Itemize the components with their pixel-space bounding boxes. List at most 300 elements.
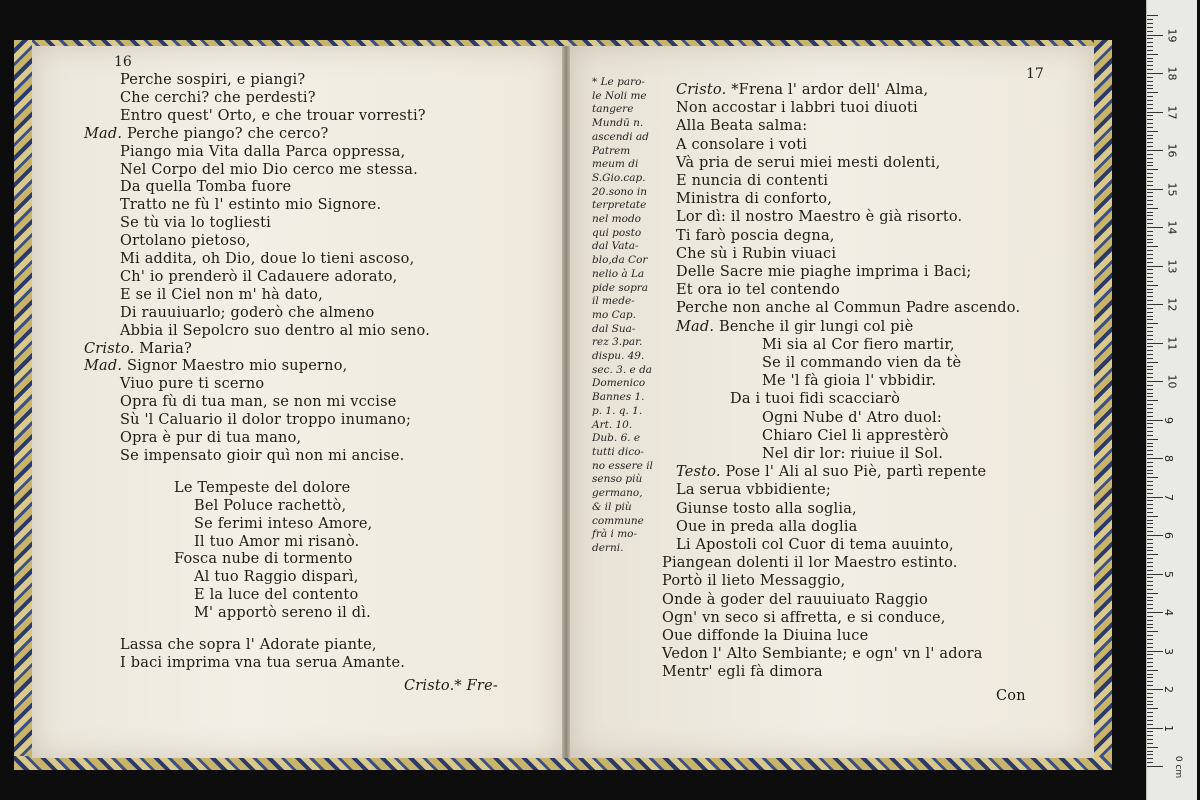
verse-text: Da quella Tomba fuore [120,179,292,196]
speaker-label: Testo. [676,464,726,481]
ruler-tick [1147,235,1153,236]
ruler-tick [1147,227,1163,228]
verse-text: Sù 'l Caluario il dolor troppo inumano; [120,412,412,429]
margin-note-line: nelio à La [592,267,645,280]
ruler-tick [1147,593,1158,594]
ruler-tick [1147,254,1153,255]
verse-text: Se il commando vien da tè [762,355,962,371]
verse-text: Piangean dolenti il lor Maestro estinto. [662,555,958,572]
text-line [194,605,371,621]
text-line [120,72,305,88]
margin-note-line: Domenico [592,377,646,390]
ruler-tick [1147,135,1153,136]
ruler-tick [1147,23,1153,24]
ruler-tick [1147,589,1153,590]
text-line [762,446,943,462]
ruler-tick [1147,150,1163,151]
ruler-tick [1147,350,1153,351]
ruler-tick [1147,431,1153,432]
verse-text: Ogn' vn seco si affretta, e si conduce, [662,609,946,626]
margin-note-line: ascendi ad [592,130,649,143]
verse-text: Opra fù di tua man, se non mi vccise [120,394,397,411]
ruler-tick [1147,470,1153,471]
book-gutter [562,46,570,758]
verse-text: La serua vbbidiente; [676,482,831,499]
text-line [762,373,936,389]
ruler-tick [1147,204,1153,205]
verse-text: Alla Beata salma: [676,118,808,135]
ruler-tick [1147,396,1153,397]
ruler-tick [1147,408,1153,409]
ruler-tick [1147,104,1153,105]
ruler-tick [1147,339,1153,340]
ruler-tick [1147,566,1153,567]
ruler-tick [1147,335,1153,336]
ruler-tick [1147,400,1158,401]
verse-text: Al tuo Raggio disparì, [194,569,359,586]
speaker-label: Mad. [84,125,127,142]
verse-text: Se impensato gioir quì non mi ancise. [120,447,405,464]
ruler-tick [1147,539,1153,540]
verse-text: E nuncia di contenti [676,173,829,189]
margin-note-line: frà i mo- [592,528,638,541]
verse-text: Opra è pur di tua mano, [120,430,302,446]
ruler-tick [1147,466,1153,467]
ruler-tick [1147,558,1153,559]
verse-text: I baci imprima vna tua serua Amante. [120,654,406,671]
verse-text: Nel dir lor: riuiue il Sol. [762,446,944,462]
verse-text: Et ora io tel contendo [676,282,840,299]
text-line [676,501,857,517]
ruler-tick [1147,77,1153,78]
ruler-number: 7 [1162,493,1175,501]
text-line [676,300,1020,316]
cover-right-edge [1094,40,1112,770]
right-page-number: 17 [1026,66,1044,82]
text-line [120,655,405,671]
text-line [676,464,986,480]
margin-note-line: Dub. 6. e [592,432,641,445]
ruler-tick [1147,758,1153,759]
verse-text: Giunse tosto alla soglia, [676,500,857,517]
margin-note-line: meum di [592,158,639,171]
text-line [662,610,946,626]
verse-text: Ti farò poscia degna, [676,227,835,244]
ruler-tick [1147,535,1163,536]
measurement-ruler [1146,0,1197,800]
ruler-tick [1147,697,1153,698]
cover-bottom-edge [14,756,1112,770]
verse-text: Chiaro Ciel li apprestèrò [762,427,949,444]
ruler-tick [1147,212,1153,213]
ruler-tick [1147,108,1153,109]
ruler-number: 1 [1162,724,1175,732]
ruler-tick [1147,512,1153,513]
text-line [120,179,291,195]
text-line [120,376,264,392]
ruler-tick [1147,531,1153,532]
ruler-tick [1147,439,1158,440]
ruler-number: 13 [1165,259,1179,273]
margin-note-line: nel modo [592,213,641,226]
text-line [676,537,954,553]
text-line [676,264,971,280]
ruler-tick [1147,285,1158,286]
ruler-tick [1147,208,1158,209]
verse-text: Vedon l' Alto Sembiante; e ogn' vn l' adora [662,646,983,663]
ruler-tick [1147,651,1163,652]
text-line [676,282,840,298]
margin-note-line: Bannes 1. [592,391,645,404]
verse-text: Portò il lieto Messaggio, [662,573,846,590]
ruler-tick [1147,223,1153,224]
ruler-tick [1147,677,1153,678]
ruler-tick [1147,377,1153,378]
ruler-number: 3 [1162,647,1175,655]
verse-text: Oue diffonde la Diuina luce [662,628,869,644]
ruler-tick [1147,724,1153,725]
ruler-tick [1147,662,1153,663]
ruler-tick [1147,154,1153,155]
ruler-tick [1147,158,1153,159]
text-line [120,162,418,178]
ruler-tick [1147,562,1153,563]
ruler-tick [1147,685,1153,686]
ruler-tick [1147,312,1153,313]
right-page [570,46,1094,758]
ruler-number: 5 [1162,570,1175,578]
ruler-tick [1147,658,1153,659]
text-line [120,251,414,267]
text-line [84,341,192,357]
margin-note-line: senso più [592,473,643,486]
ruler-tick [1147,266,1163,267]
ruler-tick [1147,712,1153,713]
verse-text: Tratto ne fù l' estinto mio Signore. [120,197,382,214]
ruler-tick [1147,112,1163,113]
ruler-tick [1147,412,1153,413]
ruler-number: 15 [1165,182,1179,196]
verse-text: Benche il gir lungi col piè [719,318,914,335]
text-line [120,305,374,321]
ruler-tick [1147,215,1153,216]
text-line [194,498,346,514]
text-line [662,628,868,644]
open-book [14,40,1112,770]
ruler-tick [1147,743,1153,744]
verse-text: Di rauuiuarlo; goderò che almeno [120,304,375,321]
ruler-tick [1147,300,1153,301]
ruler-tick [1147,570,1153,571]
right-catchword: Con [996,688,1026,704]
text-line [676,519,858,535]
ruler-tick [1147,173,1153,174]
margin-note-line: Mundū n. [592,117,644,130]
margin-note-line: terpretate [592,199,647,212]
ruler-number: 10 [1165,374,1179,389]
ruler-number: 12 [1165,297,1179,312]
ruler-tick [1147,346,1153,347]
text-line [120,233,251,249]
verse-text: *Frena l' ardor dell' Alma, [731,82,929,98]
ruler-tick [1147,85,1153,86]
text-line [194,587,358,603]
ruler-tick [1147,766,1163,767]
ruler-tick [1147,597,1153,598]
ruler-tick [1147,704,1153,705]
margin-note-line: tutti dico- [592,445,644,458]
verse-text: Ortolano pietoso, [120,233,251,250]
verse-text: Non accostar i labbri tuoi diuoti [676,100,918,117]
ruler-tick [1147,162,1153,163]
ruler-tick [1147,762,1153,763]
verse-text: Da i tuoi fidi scacciarò [730,391,900,408]
verse-text: A consolare i voti [676,136,808,153]
ruler-tick [1147,115,1153,116]
verse-text: Ministra di conforto, [676,191,833,208]
ruler-tick [1147,61,1153,62]
margin-note-line: qui posto [592,226,642,239]
text-line [174,551,353,567]
ruler-number: 6 [1162,532,1175,539]
ruler-tick [1147,550,1153,551]
ruler-number: 11 [1165,336,1179,350]
ruler-tick [1147,500,1153,501]
ruler-tick [1147,404,1153,405]
text-line [120,269,397,285]
ruler-tick [1147,527,1153,528]
ruler-tick [1147,604,1153,605]
verse-text: Viuo pure ti scerno [120,376,265,393]
ruler-tick [1147,219,1153,220]
ruler-tick [1147,508,1153,509]
ruler-tick [1147,308,1153,309]
ruler-tick [1147,189,1163,190]
ruler-number: 17 [1165,105,1179,119]
verse-text: Perche sospiri, e piangi? [120,72,306,88]
ruler-tick [1147,631,1158,632]
ruler-tick [1147,69,1153,70]
ruler-tick [1147,701,1153,702]
text-line [762,428,949,444]
ruler-tick [1147,427,1153,428]
ruler-tick [1147,381,1163,382]
ruler-number: 14 [1165,220,1179,235]
ruler-tick [1147,319,1153,320]
verse-text: Signor Maestro mio superno, [127,358,348,375]
verse-text: Lor dì: il nostro Maestro è già risorto. [676,209,963,226]
text-line [120,412,411,428]
verse-text: Se ferimi inteso Amore, [194,515,373,532]
ruler-tick [1147,88,1153,89]
ruler-tick [1147,242,1153,243]
text-line [120,448,404,464]
text-line [676,137,807,153]
ruler-tick [1147,708,1158,709]
ruler-tick [1147,192,1153,193]
text-line [676,191,832,207]
ruler-tick [1147,239,1153,240]
ruler-tick [1147,31,1153,32]
ruler-tick [1147,262,1153,263]
verse-text: Che sù i Rubin viuaci [676,245,837,262]
verse-text: Bel Poluce rachettò, [194,497,347,514]
text-line [676,246,836,262]
margin-note-line: germano, [592,487,643,500]
ruler-tick [1147,165,1153,166]
text-line [120,430,301,446]
ruler-tick [1147,435,1153,436]
text-line [676,100,918,116]
ruler-tick [1147,100,1153,101]
ruler-tick [1147,131,1158,132]
ruler-tick [1147,624,1153,625]
ruler-tick [1147,15,1158,16]
ruler-tick [1147,516,1158,517]
ruler-tick [1147,520,1153,521]
ruler-tick [1147,119,1153,120]
text-line [84,126,328,142]
ruler-tick [1147,331,1153,332]
verse-text: Delle Sacre mie piaghe imprima i Baci; [676,264,972,280]
ruler-tick [1147,639,1153,640]
text-line [676,118,807,134]
ruler-tick [1147,385,1153,386]
ruler-tick [1147,65,1153,66]
ruler-number: 16 [1165,143,1179,158]
ruler-tick [1147,181,1153,182]
margin-note-line: commune [592,514,644,527]
margin-note-line: il mede- [592,295,635,308]
text-line [676,173,828,189]
verse-text: Mentr' egli fà dimora [662,664,823,681]
ruler-tick [1147,423,1153,424]
ruler-tick [1147,635,1153,636]
verse-text: Lassa che sopra l' Adorate piante, [120,637,377,653]
ruler-tick [1147,450,1153,451]
ruler-tick [1147,416,1153,417]
speaker-label: Mad. [84,358,127,375]
ruler-tick [1147,728,1163,729]
ruler-tick [1147,647,1153,648]
ruler-tick [1147,643,1153,644]
ruler-tick [1147,547,1153,548]
text-line [120,394,397,410]
text-line [662,664,823,680]
margin-note-line: * Le paro- [592,76,645,88]
ruler-tick [1147,200,1153,201]
margin-note [592,76,662,556]
ruler-tick [1147,373,1153,374]
ruler-tick [1147,73,1163,74]
verse-text: Ogni Nube d' Atro duol: [762,409,942,426]
text-line [194,534,359,550]
text-line [730,391,900,407]
ruler-tick [1147,481,1153,482]
verse-text: Mi addita, oh Dio, doue lo tieni ascoso, [120,251,415,267]
ruler-number: 18 [1165,66,1179,81]
ruler-tick [1147,493,1153,494]
text-line [676,209,962,225]
ruler-tick [1147,177,1153,178]
text-line [120,197,381,213]
ruler-tick [1147,543,1153,544]
verse-text: Se tù via lo togliesti [120,215,271,232]
ruler-tick [1147,731,1153,732]
verse-text: Me 'l fà gioia l' vbbidir. [762,373,937,390]
margin-note-line: p. 1. q. 1. [592,404,643,417]
ruler-tick [1147,670,1158,671]
ruler-tick [1147,304,1163,305]
verse-text: Maria? [139,340,192,357]
verse-text: Perche non anche al Commun Padre ascendo. [676,300,1021,317]
ruler-tick [1147,681,1153,682]
text-line [120,323,430,339]
ruler-tick [1147,281,1153,282]
ruler-tick [1147,616,1153,617]
verse-text: Onde à goder del rauuiuato Raggio [662,591,928,608]
ruler-tick [1147,289,1153,290]
ruler-tick [1147,720,1153,721]
margin-note-line: S.Gio.cap. [592,171,646,184]
ruler-tick [1147,523,1153,524]
verse-text: Nel Corpo del mio Dio cerco me stessa. [120,161,418,178]
margin-note-line: 20.sono in [592,185,647,198]
text-line [194,516,372,532]
ruler-tick [1147,443,1153,444]
ruler-tick [1147,50,1153,51]
ruler-tick [1147,369,1153,370]
ruler-tick [1147,96,1153,97]
ruler-tick [1147,620,1153,621]
ruler-tick [1147,54,1158,55]
margin-note-line: tangere [592,103,634,116]
ruler-tick [1147,42,1153,43]
verse-text: Perche piango? che cerco? [127,125,329,142]
ruler-tick [1147,343,1163,344]
ruler-number: 19 [1165,28,1179,42]
speaker-label: Cristo. [676,82,732,98]
verse-text: Entro quest' Orto, e che trouar vorresti? [120,107,426,124]
ruler-tick [1147,196,1153,197]
ruler-tick [1147,627,1153,628]
ruler-tick [1147,362,1158,363]
text-line [84,358,347,374]
ruler-tick [1147,608,1153,609]
ruler-tick [1147,296,1153,297]
margin-note-line: derni. [592,541,624,554]
ruler-tick [1147,123,1153,124]
ruler-number: 2 [1162,686,1175,693]
left-page [32,46,562,758]
margin-note-line: & il più [592,500,632,513]
ruler-tick [1147,666,1153,667]
verse-text: Li Apostoli col Cuor di tema auuinto, [676,537,954,553]
ruler-tick [1147,612,1163,613]
verse-text: Ch' io prenderò il Cadauere adorato, [120,268,398,285]
ruler-tick [1147,716,1153,717]
text-line [676,482,831,498]
verse-text: Oue in preda alla doglia [676,518,858,535]
ruler-tick [1147,27,1153,28]
ruler-tick [1147,142,1153,143]
verse-text: Fosca nube di tormento [174,551,353,568]
text-line [120,90,316,106]
ruler-tick [1147,600,1153,601]
ruler-tick [1147,138,1153,139]
verse-text: Pose l' Ali al suo Piè, partì repente [725,464,987,481]
ruler-tick [1147,269,1153,270]
